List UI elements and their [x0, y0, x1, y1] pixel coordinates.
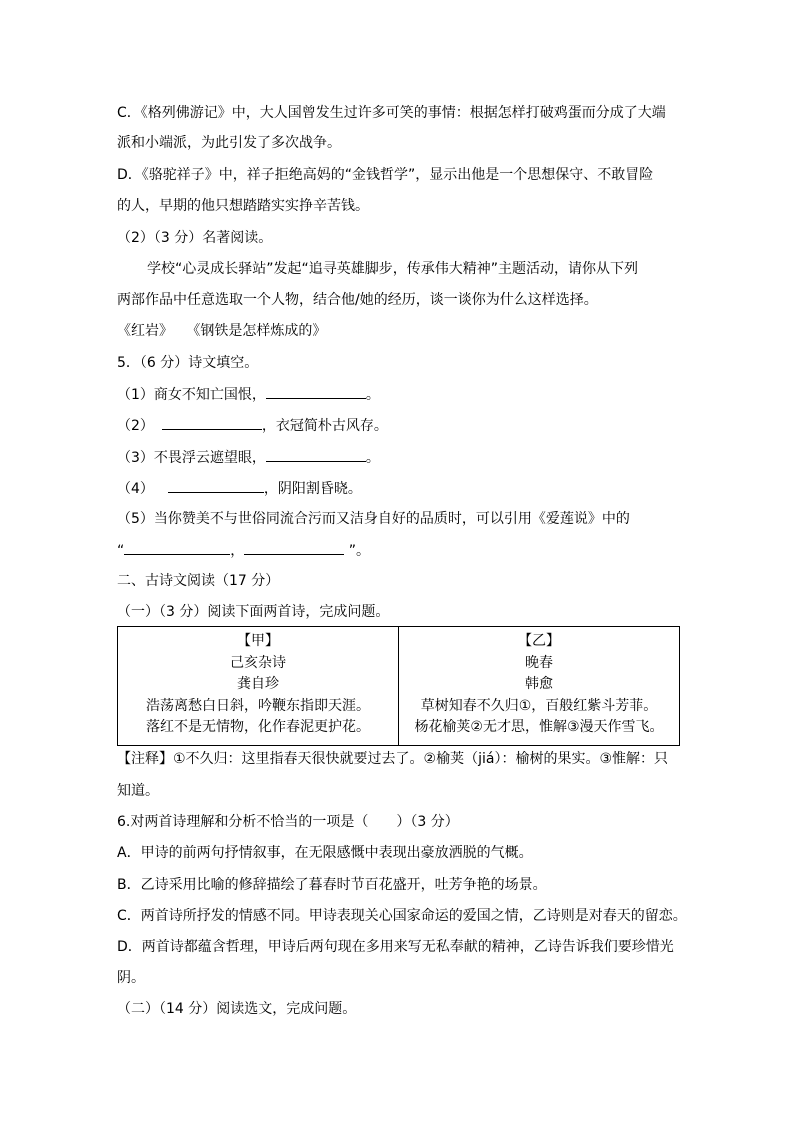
- fill-3-text: （3）不畏浮云遮望眼，: [117, 450, 266, 466]
- question-6-option-d-line1: D．两首诗都蕴含哲理，甲诗后两句现在多用来写无私奉献的精神，乙诗告诉我们要珍惜光: [117, 939, 674, 955]
- poem-yi-title: 晚春: [525, 654, 553, 671]
- answer-blank[interactable]: [168, 478, 264, 493]
- poem-yi-mark: 【乙】: [518, 633, 560, 649]
- close-quote: ”。: [344, 543, 370, 559]
- poem-table: [117, 626, 680, 746]
- poem-yi-author: 韩愈: [525, 676, 553, 692]
- fill-1-end: 。: [365, 387, 380, 403]
- question-6-heading: 6.对两首诗理解和分析不恰当的一项是（ ）（3 分）: [117, 814, 459, 830]
- fill-3-end: 。: [365, 450, 380, 466]
- fill-blank-3: [117, 447, 380, 467]
- fill-2-end: ，衣冠简朴古风存。: [261, 418, 388, 434]
- fill-4-text: （4）: [117, 481, 154, 497]
- question-6-option-b: B．乙诗采用比喻的修辞描绘了暮春时节百花盛开，吐芳争艳的场景。: [117, 877, 547, 893]
- fill-1-text: （1）商女不知亡国恨，: [117, 387, 266, 403]
- fill-2-text: （2）: [117, 418, 154, 434]
- poem-jia-mark: 【甲】: [237, 633, 279, 649]
- question-6-option-d-line2: 阴。: [117, 970, 145, 986]
- annotation-line2: 知道。: [117, 783, 159, 799]
- poem-jia-line1: 浩荡离愁白日斜，吟鞭东指即天涯。: [146, 697, 370, 714]
- poem-jia-author: 龚自珍: [237, 676, 279, 692]
- section-2-heading: 二、古诗文阅读（17 分）: [117, 573, 280, 589]
- comma: ，: [230, 543, 245, 559]
- question-6-option-c: C．两首诗所抒发的情感不同。甲诗表现关心国家命运的爱国之情，乙诗则是对春天的留恋。: [117, 908, 687, 924]
- open-quote: “: [117, 543, 125, 559]
- fill-blank-2: [117, 415, 388, 435]
- question-2-prompt-line2: 两部作品中任意选取一个人物，结合他/她的经历，谈一谈你为什么这样选择。: [117, 292, 598, 308]
- book-titles: 《红岩》 《钢铁是怎样炼成的》: [117, 323, 327, 339]
- answer-blank[interactable]: [266, 384, 366, 399]
- question-6-option-a: A．甲诗的前两句抒情叙事，在无限感慨中表现出豪放洒脱的气概。: [117, 845, 533, 861]
- poem-jia-line2: 落红不是无情物，化作春泥更护花。: [146, 719, 370, 735]
- answer-blank[interactable]: [266, 447, 366, 462]
- option-c-line1: C．《格列佛游记》中，大人国曾发生过许多可笑的事情：根据怎样打破鸡蛋而分成了大端: [117, 105, 666, 121]
- fill-4-end: ，阴阳割昏晓。: [263, 481, 362, 497]
- answer-blank[interactable]: [124, 540, 230, 555]
- subsection-2-heading: （二）（14 分）阅读选文，完成问题。: [117, 1001, 357, 1017]
- annotation-line1: 【注释】①不久归：这里指春天很快就要过去了。②榆荚（jiá）：榆树的果实。③惟解：只: [117, 751, 669, 767]
- poem-jia-title: 己亥杂诗: [230, 654, 286, 671]
- poem-yi-line2: 杨花榆荚②无才思，惟解③漫天作雪飞。: [414, 719, 664, 735]
- poem-yi-line1: 草树知春不久归①，百般红紫斗芳菲。: [420, 697, 658, 714]
- question-2-heading: （2）（3 分）名著阅读。: [117, 230, 273, 246]
- poem-jia: [118, 627, 399, 746]
- option-d-line2: 的人，早期的他只想踏踏实实挣辛苦钱。: [117, 198, 369, 214]
- answer-blank[interactable]: [162, 415, 262, 430]
- question-2-prompt-line1: 学校“心灵成长驿站”发起“追寻英雄脚步，传承伟大精神”主题活动，请你从下列: [147, 261, 639, 277]
- fill-blank-4: [117, 478, 362, 498]
- option-d-line1: D．《骆驼祥子》中，祥子拒绝高妈的“金钱哲学”，显示出他是一个思想保守、不敢冒险: [117, 167, 654, 183]
- subsection-1-heading: （一）（3 分）阅读下面两首诗，完成问题。: [117, 604, 390, 620]
- fill-blank-5-prompt: （5）当你赞美不与世俗同流合污而又洁身自好的品质时，可以引用《爱莲说》中的: [117, 511, 630, 527]
- poem-yi: [399, 627, 680, 746]
- question-5-heading: 5．（6 分）诗文填空。: [117, 355, 259, 371]
- fill-blank-1: [117, 384, 380, 404]
- fill-blank-5: [117, 540, 370, 560]
- answer-blank[interactable]: [244, 540, 344, 555]
- option-c-line2: 派和小端派，为此引发了多次战争。: [117, 135, 341, 151]
